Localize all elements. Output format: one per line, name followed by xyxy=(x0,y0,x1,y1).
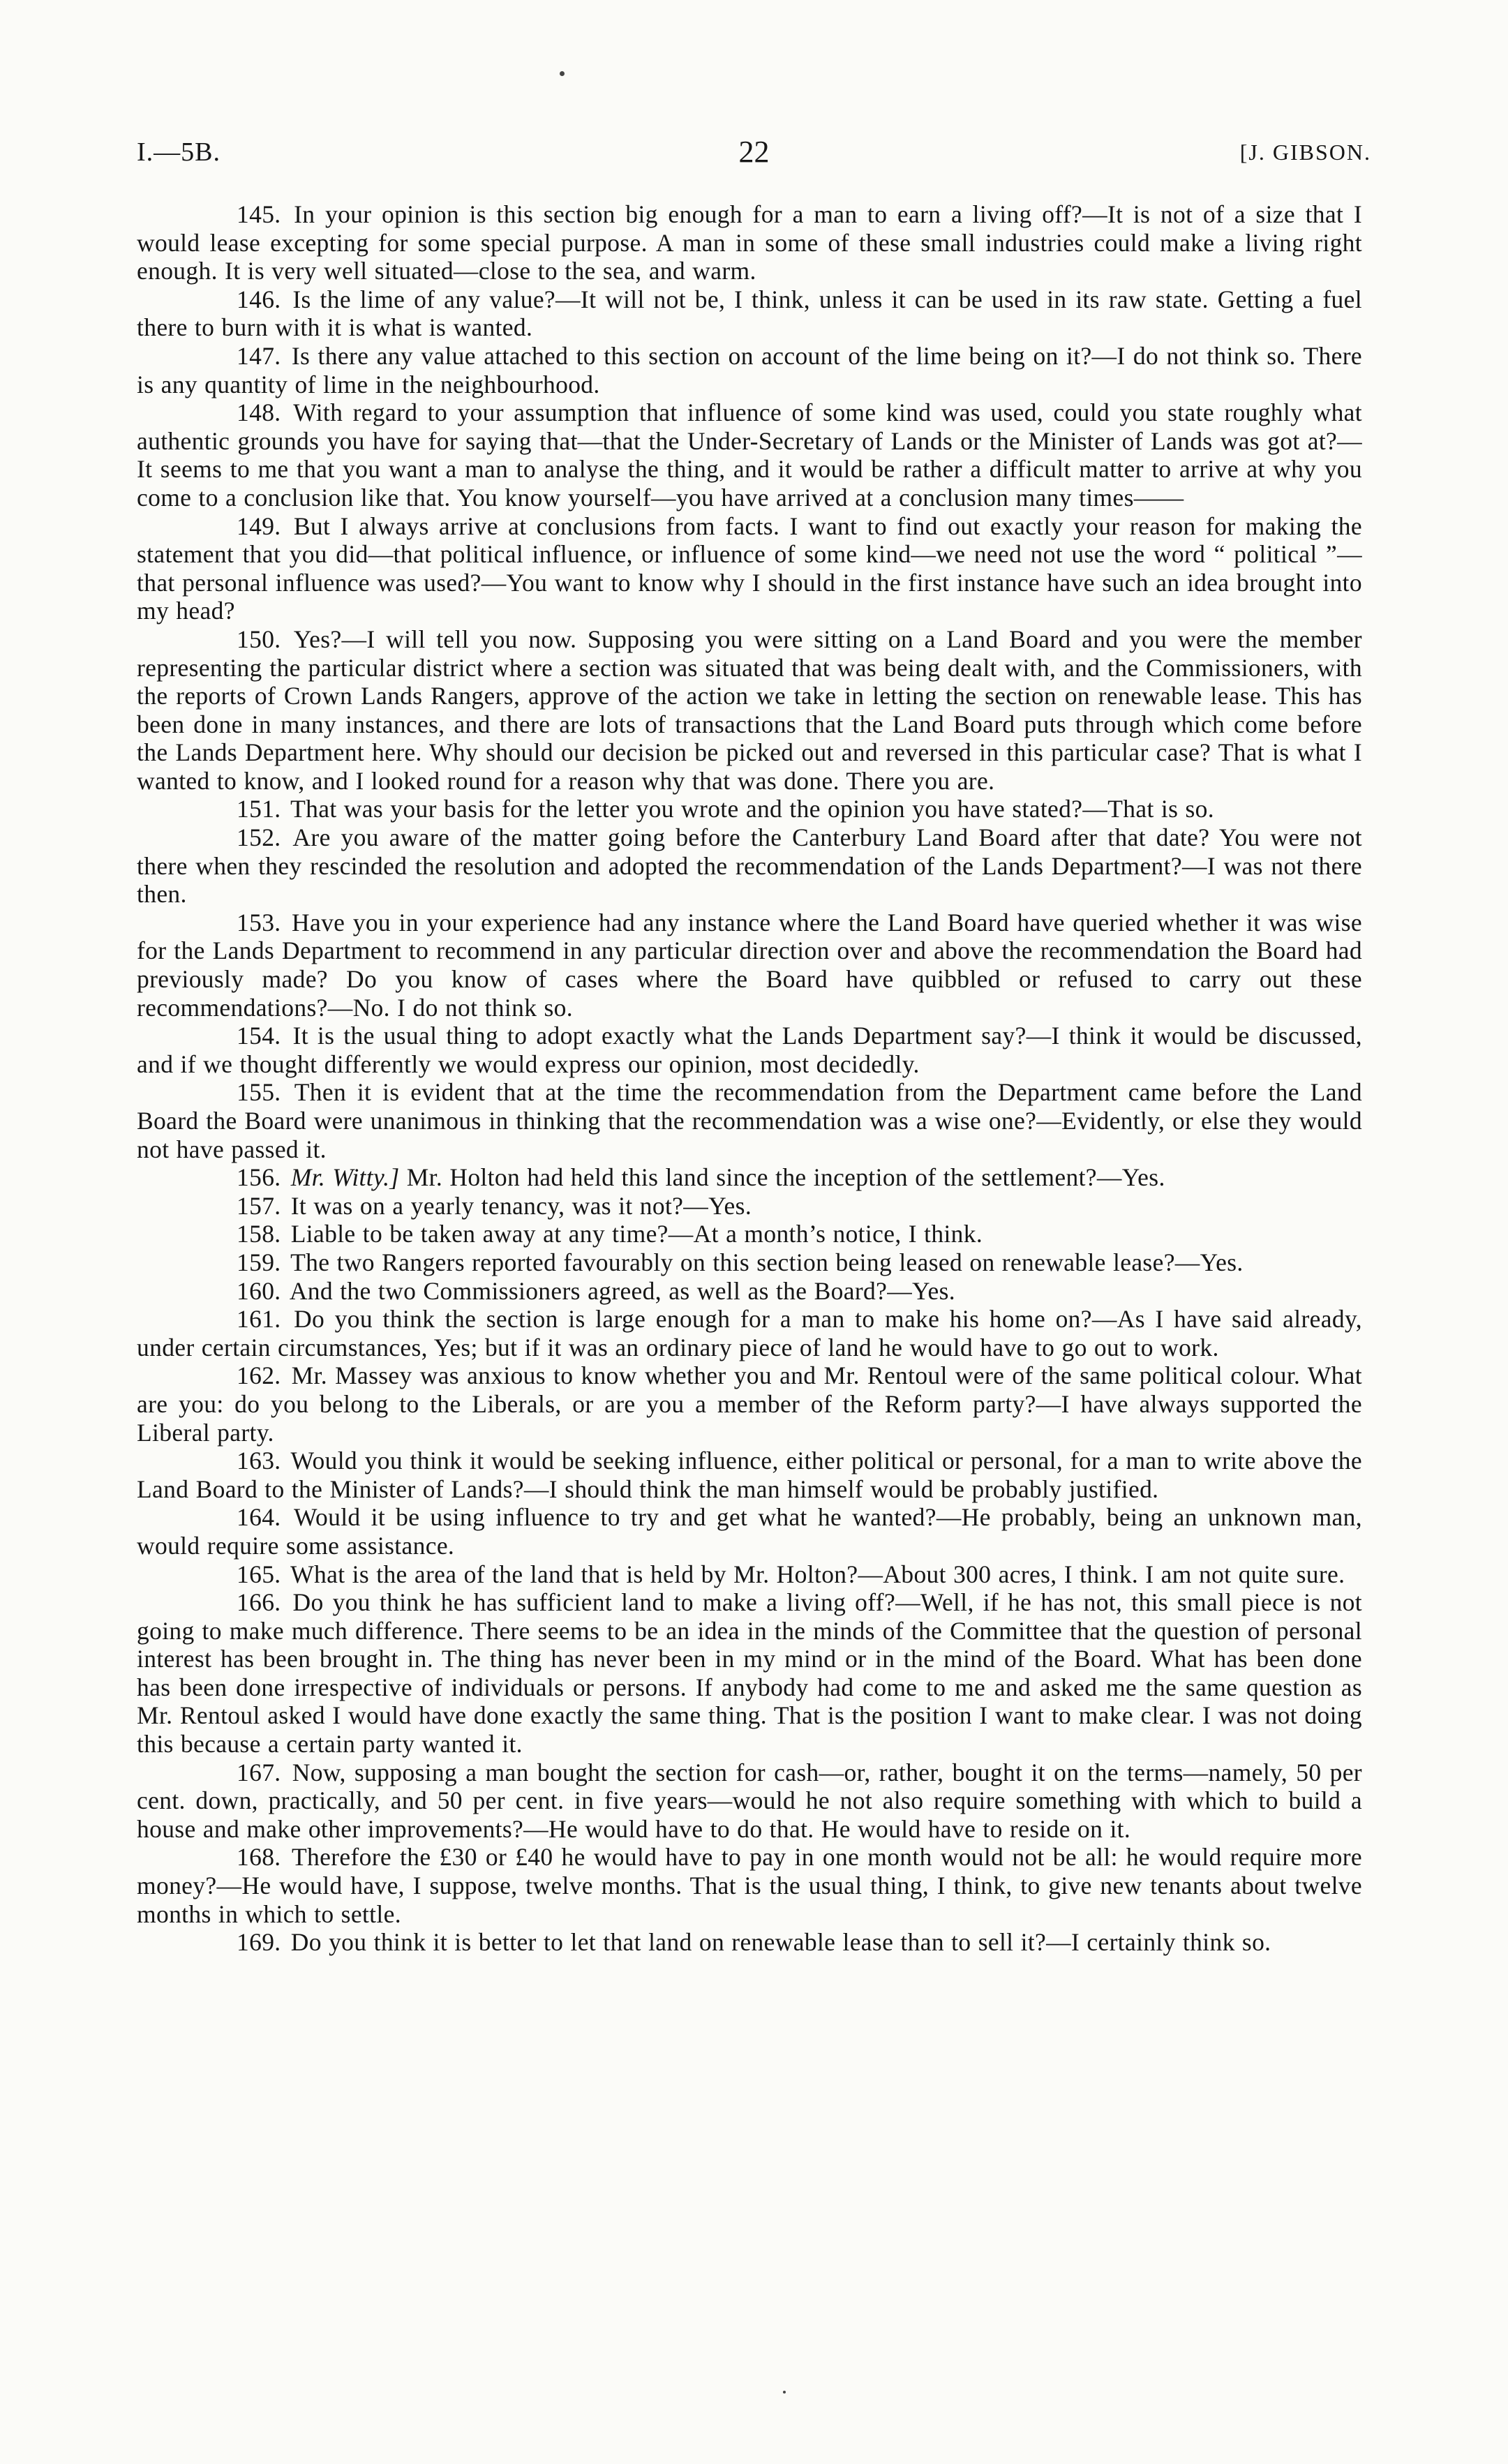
question-text: Do you think he has sufficient land to make a living off?—Well, if he has not, this small piece is not going to make much difference. There seems to be an idea in the minds of the Committee that the question of personal interest has been brought in. The thing has never been in my mind or in the mind of the Board. What has been done has been done irrespective of individuals or persons. If anybody had come to me and asked me the same question as Mr. Rentoul asked I would have done exactly the same thing. That is the position I want to make clear. I was not doing this because a certain party wanted it. xyxy=(137,1588,1362,1759)
question-number: 161. xyxy=(237,1305,281,1334)
question-text: Have you in your experience had any instance where the Land Board have queried whether it was wise for the Lands Department to recommend in any particular direction over and above the recommendation the Board had previously made? Do you know of cases where the Board have quibbled or refused to carry out these recommendations?—No. I do not think so. xyxy=(137,908,1362,1022)
evidence-paragraph-164 xyxy=(137,1503,1362,1560)
evidence-paragraph-150 xyxy=(137,625,1362,796)
question-text: Do you think the section is large enough for a man to make his home on?—As I have said already, under certain circumstances, Yes; but if it was an ordinary piece of land he would have to go out to work. xyxy=(137,1305,1362,1361)
question-text: Then it is evident that at the time the recommendation from the Department came before the Land Board the Board were unanimous in thinking that the recommendation was a wise one?—Evidently, or else they would not have passed it. xyxy=(137,1078,1362,1163)
question-number: 169. xyxy=(237,1928,281,1957)
evidence-paragraph-159 xyxy=(137,1248,1362,1277)
question-number: 152. xyxy=(237,823,281,852)
question-number: 168. xyxy=(237,1843,281,1872)
evidence-paragraph-158 xyxy=(137,1220,1362,1248)
evidence-text xyxy=(137,200,1362,1957)
question-text: Would it be using influence to try and get what he wanted?—He probably, being an unknown man, would require some assistance. xyxy=(137,1503,1362,1560)
question-number: 151. xyxy=(237,795,281,823)
question-number: 146. xyxy=(237,285,281,313)
running-header xyxy=(137,131,1371,173)
question-number: 166. xyxy=(237,1588,281,1617)
question-text: Is there any value attached to this section on account of the lime being on it?—I do not think so. There is any quantity of lime in the neighbourhood. xyxy=(137,341,1362,398)
evidence-paragraph-162 xyxy=(137,1361,1362,1447)
evidence-paragraph-155 xyxy=(137,1078,1362,1163)
question-text: In your opinion is this section big enough for a man to earn a living off?—It is not of a size that I would lease excepting for some special purpose. A man in some of these small industries could make a living right enough. It is very well situated—close to the sea, and warm. xyxy=(137,200,1362,285)
question-number: 147. xyxy=(237,341,281,370)
question-number: 164. xyxy=(237,1503,281,1532)
evidence-paragraph-156 xyxy=(137,1163,1362,1192)
evidence-paragraph-168 xyxy=(137,1843,1362,1928)
question-text: With regard to your assumption that influence of some kind was used, could you state roughly what authentic grounds you have for saying that—that the Under-Secretary of Lands or the Minister of Lands was got at?—It seems to me that you want a man to analyse the thing, and it would be rather a difficult matter to arrive at why you come to a conclusion like that. You know yourself—you have arrived at a conclusion many times—— xyxy=(137,398,1362,512)
question-text: That was your basis for the letter you wrote and the opinion you have stated?—That is so. xyxy=(290,795,1214,823)
question-number: 153. xyxy=(237,908,281,936)
question-number: 157. xyxy=(237,1191,281,1220)
evidence-paragraph-165 xyxy=(137,1560,1362,1589)
evidence-paragraph-149 xyxy=(137,512,1362,625)
question-number: 158. xyxy=(237,1220,281,1248)
question-text: Are you aware of the matter going before the Canterbury Land Board after that date? You were not there when they rescinded the resolution and adopted the recommendation of the Lands Department?—I was not there then. xyxy=(137,823,1362,909)
question-number: 154. xyxy=(237,1022,281,1050)
question-text: What is the area of the land that is held by Mr. Holton?—About 300 acres, I think. I am not quite sure. xyxy=(290,1560,1345,1588)
print-speck xyxy=(560,71,565,76)
question-text: Would you think it would be seeking influence, either political or personal, for a man to write above the Land Board to the Minister of Lands?—I should think the man himself would be probably justified. xyxy=(137,1447,1362,1503)
evidence-paragraph-169 xyxy=(137,1928,1362,1957)
evidence-paragraph-146 xyxy=(137,285,1362,342)
question-number: 149. xyxy=(237,512,281,540)
question-text: Is the lime of any value?—It will not be, I think, unless it can be used in its raw state. Getting a fuel there to burn with it is what is wanted. xyxy=(137,285,1362,342)
evidence-paragraph-160 xyxy=(137,1277,1362,1306)
evidence-paragraph-151 xyxy=(137,795,1362,823)
evidence-paragraph-152 xyxy=(137,823,1362,909)
question-text: It was on a yearly tenancy, was it not?—Yes. xyxy=(290,1191,752,1220)
question-number: 145. xyxy=(237,200,281,228)
print-speck xyxy=(783,2391,786,2394)
question-text: Do you think it is better to let that land on renewable lease than to sell it?—I certainly think so. xyxy=(290,1928,1271,1957)
question-number: 159. xyxy=(237,1248,281,1276)
question-text: And the two Commissioners agreed, as well as the Board?—Yes. xyxy=(289,1276,955,1305)
question-text: Therefore the £30 or £40 he would have to pay in one month would not be all: he would require more money?—He would have, I suppose, twelve months. That is the usual thing, I think, to give new tenants about twelve months in which to settle. xyxy=(137,1843,1362,1928)
question-text: Liable to be taken away at any time?—At a month’s notice, I think. xyxy=(290,1220,983,1248)
question-text: Mr. Massey was anxious to know whether you and Mr. Rentoul were of the same political colour. What are you: do you belong to the Liberals, or are you a member of the Reform party?—I have always supported the Liberal party. xyxy=(137,1361,1362,1447)
evidence-paragraph-145 xyxy=(137,200,1362,285)
evidence-paragraph-157 xyxy=(137,1192,1362,1220)
evidence-paragraph-166 xyxy=(137,1588,1362,1759)
question-text: Now, supposing a man bought the section for cash—or, rather, bought it on the terms—namely, 50 per cent. down, practically, and 50 per cent. in five years—would he not also require something with which to build a house and make other improvements?—He would have to do that. He would have to reside on it. xyxy=(137,1758,1362,1843)
question-number: 155. xyxy=(237,1078,281,1107)
evidence-paragraph-148 xyxy=(137,398,1362,512)
question-text: But I always arrive at conclusions from facts. I want to find out exactly your reason for making the statement that you did—that political influence, or influence of some kind—we need not use the word “ political ”—that personal influence was used?—You want to know why I should in the first instance have such an idea brought into my head? xyxy=(137,512,1362,625)
report-reference: I.—5B. xyxy=(137,137,221,167)
evidence-paragraph-154 xyxy=(137,1022,1362,1078)
evidence-paragraph-147 xyxy=(137,342,1362,398)
question-text: It is the usual thing to adopt exactly what the Lands Department say?—I think it would be discussed, and if we thought differently we would express our opinion, most decidedly. xyxy=(137,1022,1362,1078)
question-text: The two Rangers reported favourably on this section being leased on renewable lease?—Yes. xyxy=(290,1248,1244,1276)
question-number: 165. xyxy=(237,1560,281,1588)
evidence-paragraph-153 xyxy=(137,909,1362,1022)
question-number: 156. xyxy=(237,1163,281,1192)
question-number: 148. xyxy=(237,398,281,427)
evidence-paragraph-163 xyxy=(137,1447,1362,1503)
examiner-name: Mr. Witty.] xyxy=(290,1163,400,1192)
evidence-paragraph-167 xyxy=(137,1759,1362,1844)
evidence-paragraph-161 xyxy=(137,1305,1362,1361)
question-number: 162. xyxy=(237,1361,281,1390)
question-number: 167. xyxy=(237,1758,281,1786)
question-text: Yes?—I will tell you now. Supposing you were sitting on a Land Board and you were the member representing the particular district where a section was situated that was being dealt with, and the Commissioners, with the reports of Crown Lands Rangers, approve of the action we take in letting the section on renewable lease. This has been done in many instances, and there are lots of transactions that the Land Board puts through which come before the Lands Department here. Why should our decision be picked out and reversed in this particular case? That is what I wanted to know, and I looked round for a reason why that was done. There you are. xyxy=(137,625,1362,795)
question-number: 163. xyxy=(237,1447,281,1475)
question-number: 160. xyxy=(237,1276,281,1305)
question-text: Mr. Holton had held this land since the inception of the settlement?—Yes. xyxy=(406,1163,1165,1192)
question-number: 150. xyxy=(237,625,281,653)
witness-name: [J. GIBSON. xyxy=(1239,140,1371,165)
page-number: 22 xyxy=(738,135,770,169)
